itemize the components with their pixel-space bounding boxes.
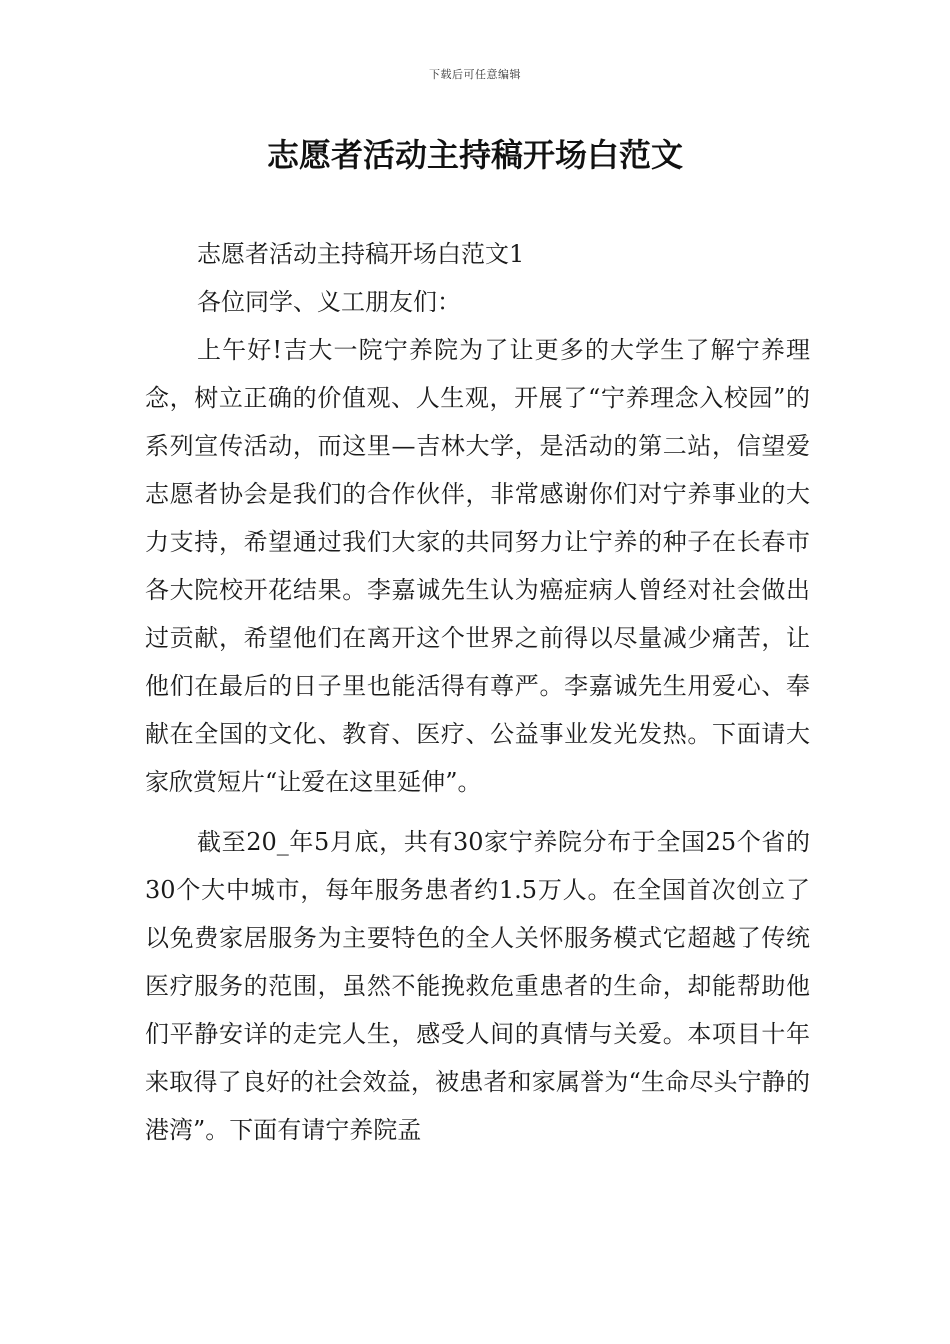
body-paragraph-2: 截至20_年5月底，共有30家宁养院分布于全国25个省的30个大中城市，每年服务患者约1.5万人。在全国首次创立了以免费家居服务为主要特色的全人关怀服务模式它超越了传统医疗服务的范围，虽然不能挽救危重患者的生命，却能帮助他们平静安详的走完人生，感受人间的真情与关爱。本项目十年来取得了良好的社会效益，被患者和家属誉为“生命尽头宁静的港湾”。下面有请宁养院孟 bbox=[145, 828, 810, 1144]
body-paragraph-1: 上午好!吉大一院宁养院为了让更多的大学生了解宁养理念，树立正确的价值观、人生观，开展了“宁养理念入校园”的系列宣传活动，而这里—吉林大学，是活动的第二站，信望爱志愿者协会是我们的合作伙伴，非常感谢你们对宁养事业的大力支持，希望通过我们大家的共同努力让宁养的种子在长春市各大院校开花结果。李嘉诚先生认为癌症病人曾经对社会做出过贡献，希望他们在离开这个世界之前得以尽量减少痛苦，让他们在最后的日子里也能活得有尊严。李嘉诚先生用爱心、奉献在全国的文化、教育、医疗、公益事业发光发热。下面请大家欣赏短片“让爱在这里延伸”。 bbox=[145, 336, 810, 796]
header-note: 下载后可任意编辑 bbox=[429, 68, 521, 81]
section-heading: 志愿者活动主持稿开场白范文1 bbox=[197, 240, 525, 268]
document-body bbox=[145, 230, 810, 1154]
document-title: 志愿者活动主持稿开场白范文 bbox=[266, 136, 683, 174]
greeting-line: 各位同学、义工朋友们： bbox=[197, 288, 461, 316]
